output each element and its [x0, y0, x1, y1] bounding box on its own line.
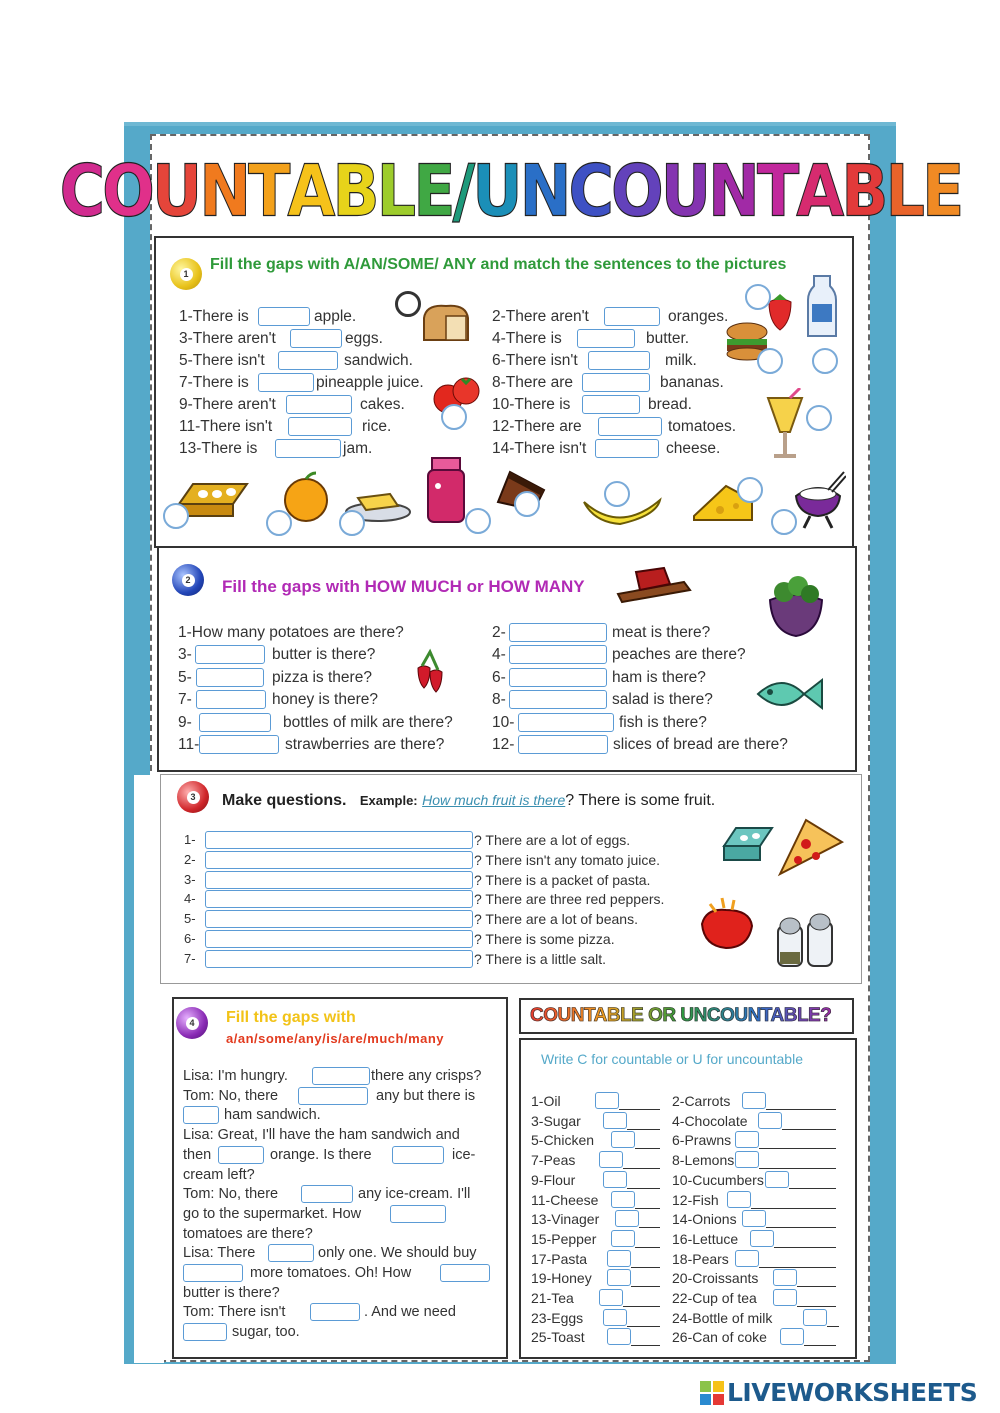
liveworksheets-logo[interactable]	[700, 1378, 977, 1407]
number-ball-1-icon: 1	[170, 258, 202, 290]
item-label: 13-Vinager	[531, 1211, 600, 1228]
answer-gap[interactable]	[509, 668, 607, 687]
answer-line	[759, 1148, 836, 1149]
question-start: 4-	[492, 646, 506, 664]
question-end: butter is there?	[272, 646, 376, 664]
sentence-start: 5-There isn't	[179, 352, 265, 369]
answer-line	[635, 1148, 660, 1149]
answer-line	[759, 1168, 836, 1169]
item-label: 3-Sugar	[531, 1112, 581, 1129]
answer-line	[774, 1247, 836, 1248]
sentence-end: sandwich.	[344, 352, 413, 369]
section-4-subheading: a/an/some/any/is/are/much/many	[226, 1031, 445, 1046]
answer-gap[interactable]	[268, 1244, 314, 1262]
match-circle[interactable]	[465, 508, 491, 534]
answer-line	[631, 1345, 660, 1346]
item-label: 26-Can of coke	[672, 1329, 767, 1346]
answer-gap[interactable]	[310, 1303, 360, 1321]
dialogue-text: then	[183, 1146, 212, 1163]
answer-gap[interactable]	[258, 307, 310, 326]
answer-line	[804, 1345, 836, 1346]
question-answer: ? There is a packet of pasta.	[474, 871, 651, 888]
c-or-u-input[interactable]	[607, 1269, 631, 1286]
dialogue-text: Lisa: Great, I'll have the ham sandwich and	[183, 1127, 460, 1144]
pineapple-juice-icon	[764, 388, 808, 468]
sentence-end: rice.	[362, 418, 392, 435]
answer-line	[635, 1208, 660, 1209]
title-letter: T	[756, 148, 797, 232]
number-ball-2-icon: 2	[172, 564, 204, 596]
answer-gap[interactable]	[218, 1146, 264, 1164]
question-number: 7-	[184, 950, 196, 966]
answer-gap[interactable]	[196, 690, 266, 709]
dialogue-text: any but there is	[376, 1087, 476, 1104]
item-label: 9-Flour	[531, 1171, 576, 1188]
answer-line	[789, 1188, 836, 1189]
answer-gap[interactable]	[509, 645, 607, 664]
sentence-start: 2-There aren't	[492, 308, 589, 325]
answer-gap[interactable]	[312, 1067, 370, 1085]
answer-gap[interactable]	[183, 1264, 243, 1282]
dialogue-text: orange. Is there	[270, 1146, 372, 1163]
question-end: strawberries are there?	[285, 736, 445, 753]
title-letter: N	[199, 148, 249, 232]
worksheet-title	[59, 144, 962, 236]
answer-line	[797, 1306, 836, 1307]
dialogue-text: Tom: No, there	[183, 1087, 279, 1104]
red-peppers-icon	[696, 894, 758, 956]
answer-line	[623, 1168, 660, 1169]
sentence-start: 13-There is	[179, 440, 258, 457]
meat-icon	[614, 564, 694, 608]
item-label: 16-Lettuce	[672, 1230, 739, 1247]
title-letter: O	[610, 148, 661, 232]
answer-line	[766, 1227, 836, 1228]
number-ball-4-icon: 4	[176, 1007, 208, 1039]
liveworksheets-logo-icon	[700, 1381, 724, 1405]
c-or-u-input[interactable]	[611, 1131, 635, 1148]
question-answer: ? There are three red peppers.	[474, 891, 665, 908]
answer-gap[interactable]	[195, 645, 265, 664]
c-or-u-input[interactable]	[603, 1309, 627, 1326]
match-circle[interactable]	[441, 404, 467, 430]
answer-gap[interactable]	[577, 329, 635, 348]
question-end: peaches are there?	[612, 646, 746, 664]
dialogue-text: Lisa: I'm hungry.	[183, 1068, 288, 1084]
match-circle[interactable]	[806, 405, 832, 431]
item-label: 2-Carrots	[672, 1093, 731, 1109]
item-label: 10-Cucumbers	[672, 1171, 764, 1188]
title-letter: E	[922, 148, 962, 232]
title-letter: A	[287, 148, 333, 232]
section-3-heading: Make questions. Example: How much fruit is there? There is some fruit.	[222, 792, 716, 809]
item-label: 11-Cheese	[531, 1191, 599, 1208]
dialogue-text: ham sandwich.	[224, 1107, 321, 1124]
dialogue-text: ice-	[452, 1146, 476, 1163]
question-start: 9-	[178, 713, 192, 731]
item-label: 18-Pears	[672, 1250, 729, 1267]
dialogue-text: tomatoes are there?	[183, 1225, 313, 1242]
question-end: honey is there?	[272, 691, 378, 709]
question-number: 5-	[184, 911, 196, 927]
salt-pepper-icon	[772, 908, 838, 970]
c-or-u-input[interactable]	[765, 1171, 789, 1188]
answer-gap[interactable]	[518, 735, 608, 754]
title-letter: /	[452, 148, 473, 232]
answer-line	[782, 1129, 836, 1130]
rice-bowl-icon	[790, 470, 846, 532]
title-letter: L	[376, 148, 414, 232]
item-label: 19-Honey	[531, 1270, 592, 1287]
c-or-u-input[interactable]	[773, 1269, 797, 1286]
answer-gap[interactable]	[390, 1205, 446, 1223]
bread-icon	[420, 300, 472, 346]
c-or-u-input[interactable]	[599, 1289, 623, 1306]
match-circle[interactable]	[339, 510, 365, 536]
answer-gap[interactable]	[290, 329, 342, 348]
match-circle[interactable]	[737, 477, 763, 503]
sentence-end: bread.	[648, 396, 692, 413]
match-circle[interactable]	[771, 509, 797, 535]
item-label: 14-Onions	[672, 1211, 737, 1228]
c-or-u-input[interactable]	[603, 1171, 627, 1188]
sentence-start: 6-There isn't	[492, 352, 578, 369]
question-start: 3-	[178, 646, 192, 664]
answer-line	[627, 1188, 660, 1189]
c-or-u-input[interactable]	[611, 1230, 635, 1247]
sentence-end: eggs.	[345, 330, 383, 347]
question-number: 1-	[184, 832, 196, 847]
match-circle[interactable]	[163, 503, 189, 529]
answer-gap[interactable]	[582, 395, 640, 414]
item-label: 20-Croissants	[672, 1270, 759, 1287]
sentence-start: 7-There is	[179, 374, 249, 391]
sentence-end: cheese.	[666, 440, 721, 457]
question-start: 2-	[492, 624, 506, 641]
item-label: 25-Toast	[531, 1329, 585, 1346]
sentence-start: 12-There are	[492, 418, 582, 435]
answer-gap[interactable]	[199, 713, 271, 732]
answer-gap[interactable]	[582, 373, 650, 392]
question-start: 10-	[492, 713, 515, 731]
question-end: fish is there?	[619, 713, 707, 731]
question-input[interactable]	[205, 851, 473, 869]
sentence-end: apple.	[314, 308, 357, 325]
dialogue-text: cream left?	[183, 1166, 255, 1183]
question-input[interactable]	[205, 890, 473, 908]
section-5-title: COUNTABLE OR UNCOUNTABLE?	[530, 1005, 832, 1026]
answer-gap[interactable]	[286, 395, 352, 414]
sentence-end: butter.	[646, 330, 690, 347]
answer-gap[interactable]	[604, 307, 660, 326]
question-start: 1-How many potatoes are there?	[178, 624, 404, 641]
sentence-start: 1-There is	[179, 308, 249, 325]
title-letter: U	[151, 148, 200, 232]
answer-line	[627, 1129, 660, 1130]
answer-line	[631, 1286, 660, 1287]
match-circle[interactable]	[745, 284, 771, 310]
dialogue-text: any ice-cream. I'll	[358, 1186, 471, 1203]
item-label: 21-Tea	[531, 1290, 574, 1306]
item-label: 7-Peas	[531, 1152, 576, 1169]
eggs-box-icon	[720, 822, 776, 866]
sentence-end: jam.	[343, 440, 373, 457]
question-input[interactable]	[205, 871, 473, 889]
answer-gap[interactable]	[288, 417, 352, 436]
sentence-start: 8-There are	[492, 374, 573, 391]
answer-gap[interactable]	[588, 351, 650, 370]
question-end: ham is there?	[612, 668, 706, 686]
question-number: 2-	[184, 851, 196, 867]
sentence-end: milk.	[665, 352, 697, 369]
liveworksheets-logo-text: LIVEWORKSHEETS	[727, 1378, 978, 1407]
sentence-start: 11-There isn't	[179, 418, 273, 435]
title-letter: N	[519, 148, 569, 232]
sentence-end: cakes.	[360, 396, 405, 413]
question-start: 7-	[178, 691, 192, 709]
title-letter: B	[841, 148, 886, 232]
dialogue-text: sugar, too.	[232, 1324, 300, 1341]
c-or-u-input[interactable]	[607, 1328, 631, 1345]
sentence-start: 3-There aren't	[179, 330, 276, 347]
item-label: 8-Lemons	[672, 1152, 735, 1169]
answer-gap[interactable]	[509, 623, 607, 642]
question-end: slices of bread are there?	[613, 736, 788, 753]
sentence-end: pineapple juice.	[316, 374, 424, 391]
title-letter: C	[568, 148, 611, 232]
question-answer: ? There is a little salt.	[474, 950, 607, 967]
question-number: 4-	[184, 891, 196, 907]
item-label: 15-Pepper	[531, 1230, 597, 1247]
answer-gap[interactable]	[509, 690, 607, 709]
answer-line	[759, 1267, 836, 1268]
question-number: 3-	[184, 871, 196, 887]
c-or-u-input[interactable]	[750, 1230, 774, 1247]
c-or-u-input[interactable]	[758, 1112, 782, 1129]
milk-bottle-icon	[806, 274, 838, 340]
section-5-instruction: Write C for countable or U for uncountable	[541, 1051, 803, 1067]
answer-gap[interactable]	[392, 1146, 444, 1164]
c-or-u-input[interactable]	[599, 1151, 623, 1168]
c-or-u-input[interactable]	[603, 1112, 627, 1129]
sentence-start: 14-There isn't	[492, 440, 587, 457]
item-label: 12-Fish	[672, 1191, 719, 1208]
answer-line	[827, 1326, 839, 1327]
title-letter: E	[413, 148, 453, 232]
answer-gap[interactable]	[301, 1185, 353, 1203]
dialogue-text: Lisa: There	[183, 1245, 256, 1262]
sentence-start: 4-There is	[492, 330, 562, 347]
c-or-u-input[interactable]	[742, 1092, 766, 1109]
answer-gap[interactable]	[196, 668, 264, 687]
c-or-u-input[interactable]	[595, 1092, 619, 1109]
item-label: 22-Cup of tea	[672, 1290, 757, 1306]
question-end: meat is there?	[612, 624, 711, 641]
question-answer: ? There are a lot of beans.	[474, 911, 638, 928]
dialogue-text: Tom: No, there	[183, 1186, 279, 1203]
item-label: 4-Chocolate	[672, 1112, 748, 1129]
answer-line	[639, 1227, 660, 1228]
question-start: 12-	[492, 736, 515, 753]
question-answer: ? There isn't any tomato juice.	[474, 851, 661, 868]
match-circle[interactable]	[812, 348, 838, 374]
answer-gap[interactable]	[278, 351, 338, 370]
question-end: bottles of milk are there?	[283, 713, 453, 731]
section-4-heading: Fill the gaps with	[226, 1009, 356, 1026]
answer-line	[627, 1326, 660, 1327]
question-input[interactable]	[205, 930, 473, 948]
answer-line	[766, 1109, 836, 1110]
answer-line	[623, 1306, 660, 1307]
c-or-u-input[interactable]	[607, 1250, 631, 1267]
answer-line	[751, 1208, 836, 1209]
question-start: 5-	[178, 668, 192, 686]
c-or-u-input[interactable]	[611, 1191, 635, 1208]
answer-line	[797, 1286, 836, 1287]
question-end: salad is there?	[612, 691, 713, 709]
number-ball-3-icon: 3	[177, 781, 209, 813]
c-or-u-input[interactable]	[803, 1309, 827, 1326]
dialogue-text: there any crisps?	[371, 1068, 482, 1084]
salad-bowl-icon	[764, 570, 828, 642]
item-label: 5-Chicken	[531, 1132, 595, 1149]
c-or-u-input[interactable]	[773, 1289, 797, 1306]
title-letter: C	[59, 148, 103, 232]
sentence-end: oranges.	[668, 308, 729, 325]
title-letter: T	[248, 148, 288, 232]
match-circle[interactable]	[757, 348, 783, 374]
match-circle[interactable]	[266, 510, 292, 536]
title-letter: U	[660, 148, 709, 232]
answer-gap[interactable]	[595, 439, 659, 458]
dialogue-text: . And we need	[364, 1304, 456, 1321]
question-input[interactable]	[205, 950, 473, 968]
pizza-slice-icon	[776, 814, 846, 880]
match-circle[interactable]	[395, 291, 421, 317]
answer-gap[interactable]	[275, 439, 341, 458]
c-or-u-input[interactable]	[735, 1250, 759, 1267]
answer-line	[631, 1267, 660, 1268]
strawberries-icon	[408, 648, 448, 698]
c-or-u-input[interactable]	[735, 1151, 759, 1168]
sentence-start: 10-There is	[492, 396, 571, 413]
dialogue-text: more tomatoes. Oh! How	[250, 1265, 412, 1281]
item-label: 24-Bottle of milk	[672, 1309, 773, 1326]
answer-gap[interactable]	[598, 417, 662, 436]
section-1-heading: Fill the gaps with A/AN/SOME/ ANY and match the sentences to the pictures	[210, 256, 787, 273]
c-or-u-input[interactable]	[615, 1210, 639, 1227]
item-label: 23-Eggs	[531, 1309, 584, 1326]
answer-gap[interactable]	[258, 373, 314, 392]
title-letter: B	[332, 148, 377, 232]
answer-gap[interactable]	[518, 713, 614, 732]
title-letter: A	[796, 148, 842, 232]
question-input[interactable]	[205, 910, 473, 928]
question-answer: ? There are a lot of eggs.	[474, 832, 631, 848]
section-2-heading: Fill the gaps with HOW MUCH or HOW MANY	[222, 577, 585, 596]
question-input[interactable]	[205, 831, 473, 849]
answer-gap[interactable]	[183, 1106, 219, 1124]
item-label: 17-Pasta	[531, 1250, 588, 1267]
answer-gap[interactable]	[199, 735, 279, 754]
dialogue-text: only one. We should buy	[318, 1245, 477, 1262]
match-circle[interactable]	[514, 491, 540, 517]
title-letter: L	[885, 148, 922, 232]
answer-gap[interactable]	[183, 1323, 227, 1341]
fish-icon	[752, 672, 824, 718]
question-start: 11-	[178, 736, 200, 753]
answer-gap[interactable]	[298, 1087, 368, 1105]
c-or-u-input[interactable]	[727, 1191, 751, 1208]
item-label: 1-Oil	[531, 1093, 561, 1109]
sentence-start: 9-There aren't	[179, 396, 276, 413]
question-end: pizza is there?	[272, 668, 372, 686]
jam-jar-icon	[426, 456, 466, 526]
sentence-end: bananas.	[660, 374, 724, 391]
question-answer: ? There is some pizza.	[474, 931, 615, 947]
answer-line	[619, 1109, 660, 1110]
answer-line	[635, 1247, 660, 1248]
title-letter: O	[102, 148, 152, 232]
sentence-end: tomatoes.	[668, 418, 737, 435]
c-or-u-input[interactable]	[735, 1131, 759, 1148]
c-or-u-input[interactable]	[780, 1328, 804, 1345]
match-circle[interactable]	[604, 481, 630, 507]
dialogue-text: butter is there?	[183, 1284, 280, 1301]
c-or-u-input[interactable]	[742, 1210, 766, 1227]
item-label: 6-Prawns	[672, 1132, 732, 1149]
question-start: 6-	[492, 668, 506, 686]
title-letter: U	[472, 148, 520, 232]
dialogue-text: go to the supermarket. How	[183, 1205, 362, 1222]
question-start: 8-	[492, 691, 506, 709]
dialogue-text: Tom: There isn't	[183, 1304, 286, 1321]
answer-gap[interactable]	[440, 1264, 490, 1282]
question-number: 6-	[184, 931, 196, 946]
title-letter: N	[708, 148, 757, 232]
